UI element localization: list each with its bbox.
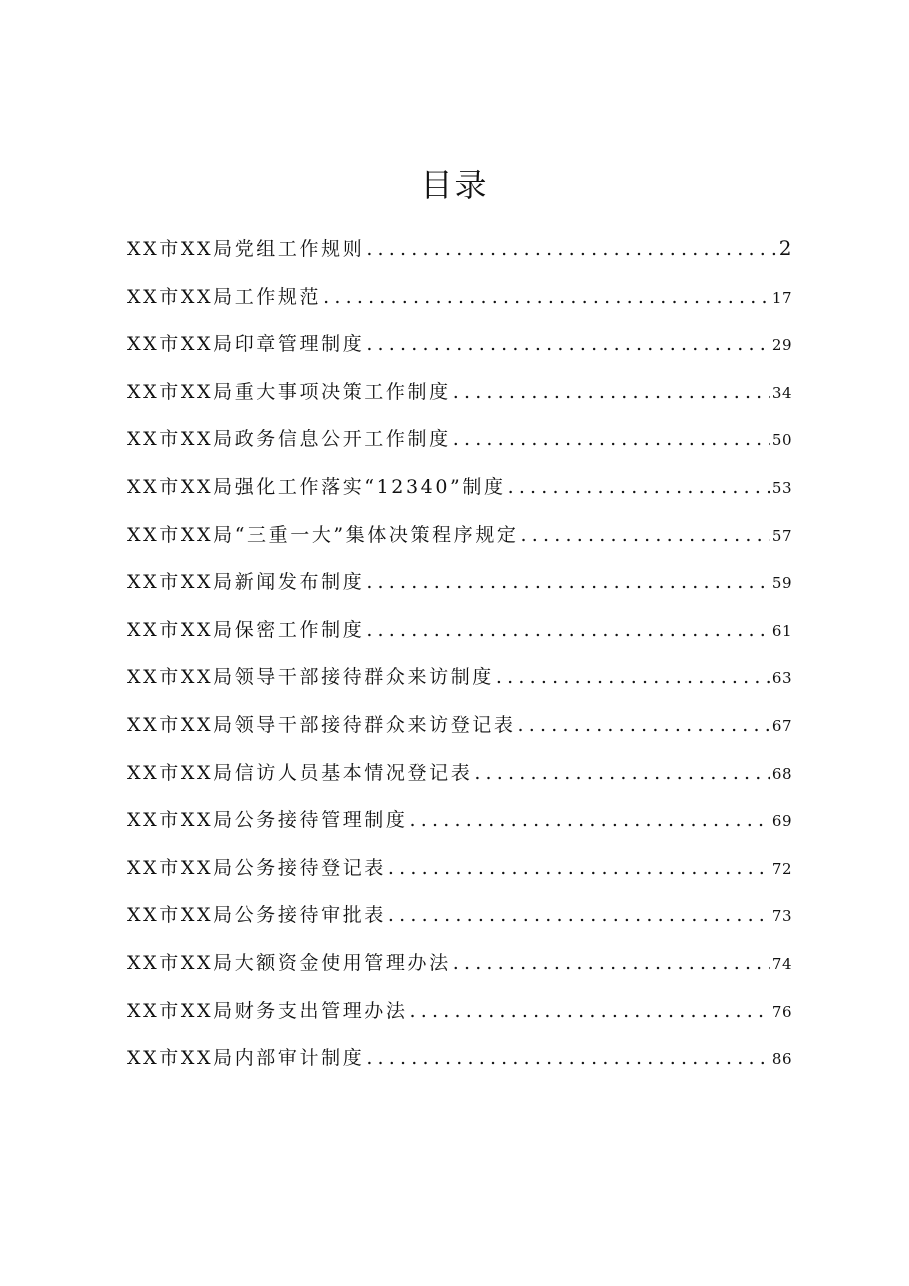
toc-page-number: 17	[771, 288, 792, 307]
toc-entry[interactable]	[127, 520, 792, 568]
toc-dot-leader	[496, 666, 770, 688]
toc-entry-title: XX市XX局内部审计制度	[127, 1047, 365, 1070]
toc-dot-leader	[388, 904, 770, 926]
toc-page-number: 72	[771, 859, 792, 878]
toc-entry[interactable]	[127, 615, 792, 663]
toc-entry-title: XX市XX局政务信息公开工作制度	[127, 428, 451, 451]
toc-entry[interactable]	[127, 758, 792, 806]
toc-dot-leader	[366, 333, 770, 355]
toc-entry-title: XX市XX局公务接待管理制度	[127, 809, 408, 832]
toc-entry[interactable]	[127, 424, 792, 472]
toc-entry[interactable]	[127, 710, 792, 758]
toc-entry[interactable]	[127, 1043, 792, 1091]
toc-entry-title: XX市XX局信访人员基本情况登记表	[127, 761, 473, 784]
toc-page-number: 68	[771, 764, 792, 783]
toc-dot-leader	[453, 428, 770, 450]
toc-dot-leader	[410, 809, 770, 831]
toc-page-number: 2	[778, 236, 792, 260]
toc-entry-title: XX市XX局强化工作落实“12340”制度	[127, 475, 506, 498]
toc-page-number: 74	[771, 954, 792, 973]
toc-dot-leader	[453, 952, 770, 974]
toc-page-number: 34	[771, 383, 792, 402]
toc-entry-title: XX市XX局领导干部接待群众来访制度	[127, 666, 494, 689]
toc-page-number: 50	[771, 431, 792, 450]
page-title: 目录	[420, 166, 489, 204]
toc-page-number: 53	[771, 478, 792, 497]
toc-dot-leader	[366, 1047, 770, 1069]
toc-entry[interactable]	[127, 853, 792, 901]
toc-page-number: 63	[771, 669, 792, 688]
toc-entry-title: XX市XX局党组工作规则	[127, 238, 365, 260]
toc-page-number: 59	[771, 574, 792, 593]
toc-entry-title: XX市XX局公务接待审批表	[127, 904, 386, 927]
toc-dot-leader	[366, 238, 776, 260]
toc-page-number: 73	[771, 907, 792, 926]
toc-entry[interactable]	[127, 900, 792, 948]
toc-dot-leader	[508, 476, 770, 498]
toc-page-number: 69	[771, 812, 792, 831]
toc-entry-title: XX市XX局大额资金使用管理办法	[127, 951, 451, 974]
toc-page-number: 86	[771, 1050, 792, 1069]
toc-entry[interactable]	[127, 567, 792, 615]
table-of-contents	[127, 234, 792, 1091]
toc-entry-title: XX市XX局公务接待登记表	[127, 856, 386, 879]
toc-entry[interactable]	[127, 282, 792, 330]
toc-page-number: 61	[771, 621, 792, 640]
toc-entry[interactable]	[127, 805, 792, 853]
toc-entry-title: XX市XX局印章管理制度	[127, 333, 365, 356]
toc-dot-leader	[323, 286, 770, 308]
toc-entry[interactable]	[127, 472, 792, 520]
toc-entry-title: XX市XX局领导干部接待群众来访登记表	[127, 713, 516, 736]
toc-dot-leader	[366, 571, 770, 593]
toc-dot-leader	[474, 762, 770, 784]
toc-page-number: 67	[771, 716, 792, 735]
toc-dot-leader	[453, 381, 770, 403]
toc-entry-title: XX市XX局重大事项决策工作制度	[127, 380, 451, 403]
toc-dot-leader	[366, 619, 770, 641]
toc-page-number: 29	[771, 336, 792, 355]
toc-entry-title: XX市XX局财务支出管理办法	[127, 999, 408, 1022]
toc-dot-leader	[521, 524, 770, 546]
toc-entry-title: XX市XX局新闻发布制度	[127, 571, 365, 594]
toc-entry[interactable]	[127, 234, 792, 282]
toc-entry[interactable]	[127, 948, 792, 996]
toc-page-number: 57	[771, 526, 792, 545]
toc-entry-title: XX市XX局“三重一大”集体决策程序规定	[127, 523, 519, 546]
toc-entry[interactable]	[127, 377, 792, 425]
toc-entry[interactable]	[127, 996, 792, 1044]
toc-entry-title: XX市XX局保密工作制度	[127, 618, 365, 641]
toc-dot-leader	[518, 714, 770, 736]
toc-entry[interactable]	[127, 662, 792, 710]
toc-entry-title: XX市XX局工作规范	[127, 285, 322, 308]
toc-dot-leader	[388, 857, 770, 879]
toc-dot-leader	[410, 1000, 770, 1022]
toc-page-number: 76	[771, 1002, 792, 1021]
toc-entry[interactable]	[127, 329, 792, 377]
